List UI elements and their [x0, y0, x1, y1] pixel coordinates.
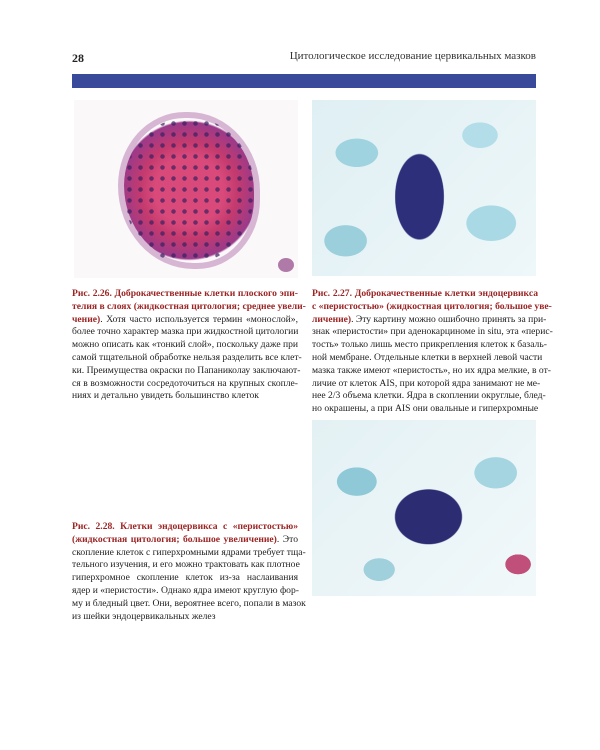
- caption-text: более точно характер мазка при жидкостной цитологии: [72, 326, 299, 338]
- caption-line: [72, 378, 298, 391]
- page-number: 28: [72, 51, 84, 65]
- caption-line: [312, 377, 541, 391]
- caption-text: знак «перистости» при аденокарциноме in situ, эта «перис-: [312, 326, 553, 338]
- caption-line: [72, 314, 298, 327]
- caption-line: [72, 572, 298, 585]
- figure-2-28-photo: [312, 420, 536, 596]
- figure-2-26-caption: [72, 288, 306, 403]
- caption-line: [72, 300, 306, 314]
- running-head: Цитологическое исследование цервикальных мазков: [289, 50, 536, 62]
- caption-line: [72, 585, 298, 598]
- caption-text: му и бледный цвет. Они, вероятнее всего, попали в мазок: [72, 597, 306, 609]
- caption-text: из шейки эндоцервикальных желез: [72, 610, 216, 622]
- figure-2-27-caption: [312, 288, 553, 416]
- figure-2-28-caption: [72, 521, 306, 623]
- figure-label: Рис. 2.26. Доброкачественные клетки плоского эпи-: [72, 288, 298, 299]
- caption-line: [72, 390, 298, 403]
- caption-line: [72, 559, 298, 572]
- caption-text: . Эту картину можно ошибочно принять за при-: [351, 313, 547, 325]
- figure-label: чение): [72, 313, 101, 325]
- figure-label: (жидкостная цитология; большое увеличение): [72, 533, 277, 545]
- caption-text: скопление клеток с гиперхромными ядрами требует тща-: [72, 546, 306, 558]
- caption-text: самой тщательной обработке нельзя разделить все клет-: [72, 351, 302, 363]
- caption-line: [312, 390, 546, 403]
- caption-line: [72, 288, 298, 301]
- caption-line: [72, 339, 298, 352]
- caption-text: . Хотя часто используется термин «монослой»,: [100, 313, 298, 325]
- caption-line: [312, 351, 543, 365]
- caption-text: мазка также имеют «перистость», но их ядра мелкие, в от-: [312, 364, 551, 376]
- figure-2-26-photo: [74, 100, 298, 278]
- caption-text: ся в возможности сосредоточиться на крупных скопле-: [72, 377, 298, 389]
- figure-2-27-photo: [312, 100, 536, 276]
- caption-line: [72, 597, 306, 611]
- caption-text: ниях и детально увидеть большинство клеток: [72, 390, 259, 402]
- figure-label: Рис. 2.27. Доброкачественные клетки эндоцервикса: [312, 288, 538, 299]
- caption-line: [72, 351, 302, 365]
- caption-line: [312, 326, 553, 339]
- caption-line: [72, 326, 298, 339]
- caption-text: нее 2/3 объема клетки. Ядра в скоплении округлые, блед-: [312, 390, 546, 402]
- caption-line: [72, 364, 301, 378]
- caption-text: ки. Преимущества окраски по Папаниколау заключают-: [72, 364, 301, 376]
- caption-line: [312, 403, 538, 416]
- caption-line: [312, 300, 552, 314]
- cell-cluster: [124, 118, 254, 263]
- caption-text: ядер и «перистости». Однако ядра имеют круглую фор-: [72, 584, 299, 596]
- caption-text: тельного изучения, и его можно трактовать как плотное: [72, 559, 300, 571]
- figure-label: личение): [312, 313, 352, 325]
- caption-line: [312, 313, 547, 327]
- caption-line: [312, 364, 551, 378]
- caption-line: [72, 521, 298, 534]
- figure-label: Рис. 2.28. Клетки эндоцервикса с «перистостью»: [72, 521, 298, 532]
- caption-line: [72, 611, 298, 624]
- caption-text: можно описать как «тонкий слой», поскольку даже при: [72, 339, 299, 351]
- figure-label: с «перистостью» (жидкостная цитология; большое уве-: [312, 300, 552, 312]
- caption-text: . Это: [276, 533, 298, 545]
- caption-text: гиперхромное скопление клеток из-за наслаивания: [72, 572, 298, 584]
- caption-line: [72, 546, 306, 560]
- caption-text: тость» только лишь место прикрепления клеток к базаль-: [312, 339, 547, 351]
- caption-line: [312, 288, 538, 301]
- caption-line: [312, 339, 547, 352]
- caption-text: ной мембране. Отдельные клетки в верхней левой части: [312, 351, 543, 363]
- caption-text: но окрашены, а при AIS они овальные и гиперхромные: [312, 403, 539, 415]
- caption-text: личие от клеток AIS, при которой ядра занимают не ме-: [312, 377, 541, 389]
- caption-line: [72, 534, 298, 547]
- header-bar: [72, 74, 536, 88]
- figure-label: телия в слоях (жидкостная цитология; среднее увели-: [72, 300, 306, 312]
